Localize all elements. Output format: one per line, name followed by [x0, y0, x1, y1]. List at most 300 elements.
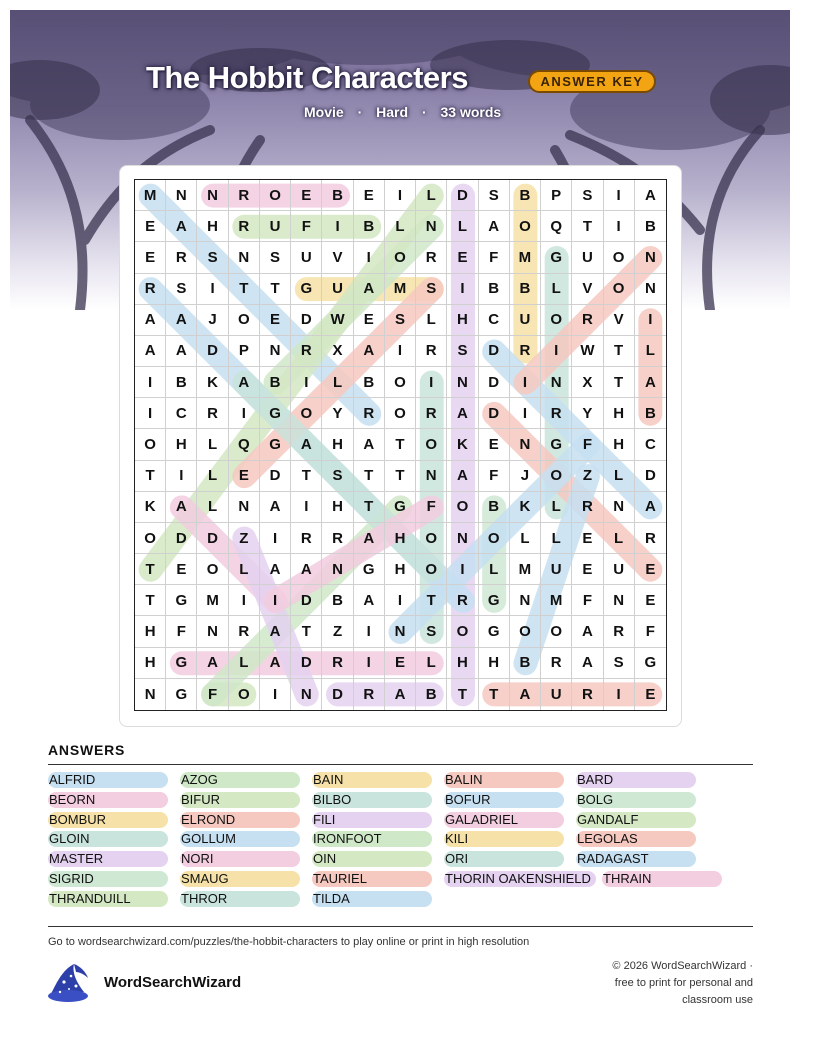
grid-cell: O	[229, 305, 260, 336]
grid-cell: N	[229, 242, 260, 273]
grid-cell: B	[635, 211, 666, 242]
grid-cell: D	[479, 398, 510, 429]
grid-cell: O	[541, 616, 572, 647]
grid-cell: P	[541, 180, 572, 211]
grid-cell: B	[479, 274, 510, 305]
grid-cell: F	[166, 616, 197, 647]
answer-word: LEGOLAS	[576, 831, 696, 847]
grid-cell: L	[541, 274, 572, 305]
grid-cell: A	[354, 336, 385, 367]
grid-cell: O	[197, 554, 228, 585]
grid-cell: G	[354, 554, 385, 585]
answer-list	[48, 772, 768, 912]
grid-cell: C	[166, 398, 197, 429]
grid-cell: Z	[229, 523, 260, 554]
grid-cell: L	[229, 554, 260, 585]
answer-key-badge: ANSWER KEY	[528, 70, 656, 93]
grid-cell: K	[135, 492, 166, 523]
grid-cell: C	[479, 305, 510, 336]
page-title: The Hobbit Characters	[146, 60, 468, 95]
grid-cell: R	[572, 305, 603, 336]
grid-cell: D	[291, 648, 322, 679]
grid-cell: R	[135, 274, 166, 305]
grid-cell: Q	[229, 429, 260, 460]
answer-word: AZOG	[180, 772, 300, 788]
grid-cell: T	[604, 367, 635, 398]
grid-cell: O	[541, 461, 572, 492]
answer-word: GOLLUM	[180, 831, 300, 847]
grid-cell: T	[229, 274, 260, 305]
grid-cell: N	[510, 429, 541, 460]
grid-cell: O	[385, 242, 416, 273]
grid-cell: S	[322, 461, 353, 492]
grid-cell: O	[385, 367, 416, 398]
grid-cell: E	[645, 685, 656, 703]
grid-cell: E	[166, 554, 197, 585]
meta-separator: ·	[357, 104, 363, 120]
grid-cell: S	[572, 180, 603, 211]
grid-cell: H	[385, 523, 416, 554]
grid-cell: M	[510, 554, 541, 585]
grid-cell: N	[416, 461, 447, 492]
grid-cell: F	[635, 616, 666, 647]
answer-word: GANDALF	[576, 812, 696, 828]
answer-word: FILI	[312, 812, 432, 828]
grid-cell: Y	[322, 398, 353, 429]
grid-cell: A	[166, 336, 197, 367]
grid-cell: I	[354, 616, 385, 647]
copyright-line: free to print for personal and	[614, 977, 753, 989]
grid-cell: S	[166, 274, 197, 305]
grid-cell: F	[291, 211, 322, 242]
divider	[48, 764, 753, 765]
grid-cell: R	[229, 616, 260, 647]
grid-cell: A	[354, 274, 385, 305]
grid-cell: E	[135, 211, 166, 242]
grid-cell: E	[635, 554, 666, 585]
grid-cell: T	[385, 461, 416, 492]
grid-cell: S	[416, 274, 447, 305]
answer-word: THRAIN	[602, 871, 722, 887]
grid-cell: T	[135, 585, 166, 616]
grid-cell: A	[354, 429, 385, 460]
grid-cell: O	[135, 523, 166, 554]
grid-cell: I	[541, 336, 572, 367]
grid-cell: I	[385, 585, 416, 616]
grid-cell: A	[354, 585, 385, 616]
grid-cell: B	[322, 180, 353, 211]
grid-cell: S	[385, 305, 416, 336]
grid-cell: T	[479, 679, 510, 710]
grid-cell: A	[260, 554, 291, 585]
grid-cell: G	[166, 585, 197, 616]
grid-cell: E	[135, 242, 166, 273]
grid-cell: C	[635, 429, 666, 460]
grid-cell: U	[322, 274, 353, 305]
grid-cell: N	[322, 554, 353, 585]
grid-cell: L	[416, 648, 447, 679]
grid-cell: G	[541, 242, 572, 273]
grid-cell: F	[197, 679, 228, 710]
grid-cell: U	[572, 242, 603, 273]
grid-cell: Z	[572, 461, 603, 492]
grid-cell: D	[166, 523, 197, 554]
grid-cell: L	[197, 492, 228, 523]
answer-word: SMAUG	[180, 871, 300, 887]
grid-cell: R	[197, 398, 228, 429]
grid-cell: I	[635, 305, 666, 336]
grid-cell: N	[447, 367, 478, 398]
grid-cell: F	[572, 585, 603, 616]
grid-cell: H	[166, 429, 197, 460]
grid-cell: H	[479, 648, 510, 679]
grid-cell: V	[572, 274, 603, 305]
grid-cell: R	[416, 336, 447, 367]
grid-cell: I	[197, 274, 228, 305]
grid-cell: R	[635, 523, 666, 554]
answer-word: TILDA	[312, 891, 432, 907]
grid-cell: B	[354, 367, 385, 398]
grid-cell: F	[416, 492, 447, 523]
grid-cell: I	[229, 585, 260, 616]
grid-cell: J	[510, 461, 541, 492]
grid-cell: L	[197, 429, 228, 460]
grid-cell: O	[510, 211, 541, 242]
grid-cell: I	[229, 398, 260, 429]
answer-word: ALFRID	[48, 772, 168, 788]
grid-cell: I	[385, 336, 416, 367]
grid-cell: L	[197, 461, 228, 492]
answer-word: BILBO	[312, 792, 432, 808]
grid-cell: I	[260, 679, 291, 710]
grid-cell: L	[416, 180, 447, 211]
grid-cell: L	[416, 305, 447, 336]
grid-cell: I	[291, 367, 322, 398]
grid-cell: H	[447, 305, 478, 336]
grid-cell: T	[572, 211, 603, 242]
answer-word: ORI	[444, 851, 564, 867]
grid-cell: R	[416, 398, 447, 429]
grid-cell: R	[510, 336, 541, 367]
grid-cell: S	[604, 648, 635, 679]
answer-word: KILI	[444, 831, 564, 847]
grid-cell: I	[135, 398, 166, 429]
grid-cell: U	[541, 679, 572, 710]
grid-cell: H	[385, 554, 416, 585]
grid-cell: O	[479, 523, 510, 554]
grid-cell: N	[260, 336, 291, 367]
grid-cell: O	[260, 180, 291, 211]
grid-cell: N	[197, 180, 228, 211]
grid-cell: T	[604, 336, 635, 367]
grid-cell: D	[479, 336, 510, 367]
copyright-line: classroom use	[682, 994, 753, 1006]
grid-cell: A	[354, 523, 385, 554]
answer-word: IRONFOOT	[312, 831, 432, 847]
wizard-hat-icon	[46, 962, 92, 1009]
grid-cell: D	[291, 305, 322, 336]
grid-cell: H	[322, 492, 353, 523]
grid-cell: T	[260, 274, 291, 305]
grid-cell: L	[635, 336, 666, 367]
grid-cell: G	[166, 648, 197, 679]
grid-cell: I	[510, 367, 541, 398]
grid-cell: I	[135, 367, 166, 398]
grid-cell: N	[291, 679, 322, 710]
grid-cell: B	[510, 274, 541, 305]
grid-cell: O	[604, 274, 635, 305]
grid-cell: O	[291, 398, 322, 429]
answer-word: BAIN	[312, 772, 432, 788]
grid-cell: A	[572, 616, 603, 647]
grid-cell: H	[322, 429, 353, 460]
grid-cell: R	[322, 523, 353, 554]
grid-cell: R	[572, 679, 603, 710]
grid-cell: V	[322, 242, 353, 273]
grid-cell: M	[385, 274, 416, 305]
grid-cell: O	[385, 398, 416, 429]
grid-cell: G	[541, 429, 572, 460]
grid-cell: E	[354, 180, 385, 211]
grid-cell: L	[447, 211, 478, 242]
grid-cell: U	[604, 554, 635, 585]
brand-name: WordSearchWizard	[104, 974, 242, 991]
grid-cell: I	[260, 585, 291, 616]
grid-cell: I	[354, 242, 385, 273]
grid-cell: H	[604, 429, 635, 460]
grid-cell: R	[354, 398, 385, 429]
grid-cell: N	[166, 180, 197, 211]
grid-cell: S	[197, 242, 228, 273]
meta-category: Movie	[304, 104, 344, 120]
grid-cell: O	[416, 523, 447, 554]
grid-cell: L	[604, 461, 635, 492]
grid-cell: R	[229, 180, 260, 211]
grid-cell: G	[635, 648, 666, 679]
grid-cell: A	[291, 429, 322, 460]
grid-cell: M	[197, 585, 228, 616]
grid-cell: O	[447, 492, 478, 523]
grid-cell: N	[604, 492, 635, 523]
grid-cell: L	[229, 648, 260, 679]
grid-cell: R	[291, 336, 322, 367]
grid-cell: W	[322, 305, 353, 336]
grid-cell: R	[541, 648, 572, 679]
grid-cell: W	[572, 336, 603, 367]
grid-cell: I	[416, 367, 447, 398]
grid-cell: L	[541, 523, 572, 554]
grid-cell: G	[479, 585, 510, 616]
grid-cell: N	[229, 492, 260, 523]
grid-cell: I	[322, 211, 353, 242]
grid-cell: A	[260, 648, 291, 679]
answer-word: MASTER	[48, 851, 168, 867]
grid-cell: K	[447, 429, 478, 460]
grid-cell: D	[479, 367, 510, 398]
grid-cell: T	[354, 492, 385, 523]
answer-word: THROR	[180, 891, 300, 907]
answer-word: THORIN OAKENSHIELD	[444, 871, 596, 887]
grid-cell: G	[291, 274, 322, 305]
grid-cell: A	[447, 398, 478, 429]
grid-cell: O	[510, 616, 541, 647]
grid-cell: Y	[572, 398, 603, 429]
grid-cell: H	[447, 648, 478, 679]
grid-cell: G	[166, 679, 197, 710]
grid-cell: I	[604, 180, 635, 211]
grid-cell: B	[510, 648, 541, 679]
grid-cell: U	[541, 554, 572, 585]
grid-cell: T	[135, 554, 166, 585]
grid-cell: O	[229, 679, 260, 710]
grid-cell: T	[291, 461, 322, 492]
grid-cell: I	[166, 461, 197, 492]
grid-cell: L	[604, 523, 635, 554]
grid-cell: O	[135, 429, 166, 460]
grid-cell: U	[260, 211, 291, 242]
grid-cell: A	[166, 305, 197, 336]
grid-cell: X	[572, 367, 603, 398]
answer-word: BOMBUR	[48, 812, 168, 828]
word-search-grid	[134, 179, 667, 711]
grid-cell: R	[229, 211, 260, 242]
grid-cell: O	[604, 242, 635, 273]
answer-word: BEORN	[48, 792, 168, 808]
grid-cell: G	[479, 616, 510, 647]
grid-cell: D	[197, 336, 228, 367]
grid-cell: S	[447, 336, 478, 367]
grid-cell: R	[447, 585, 478, 616]
grid-cell: U	[510, 305, 541, 336]
meta-separator: ·	[421, 104, 427, 120]
answer-word: GLOIN	[48, 831, 168, 847]
grid-cell: E	[260, 305, 291, 336]
grid-cell: N	[510, 585, 541, 616]
grid-cell: G	[260, 429, 291, 460]
grid-cell: H	[135, 616, 166, 647]
grid-cell: N	[541, 367, 572, 398]
answers-heading: ANSWERS	[48, 742, 126, 758]
answer-word: BARD	[576, 772, 696, 788]
grid-cell: A	[166, 211, 197, 242]
grid-cell: A	[635, 492, 666, 523]
grid-cell: R	[354, 679, 385, 710]
grid-cell: J	[197, 305, 228, 336]
grid-cell: H	[604, 398, 635, 429]
answer-word: NORI	[180, 851, 300, 867]
answer-word: TAURIEL	[312, 871, 432, 887]
grid-cell: S	[416, 616, 447, 647]
answer-word: RADAGAST	[576, 851, 696, 867]
grid-cell: R	[604, 616, 635, 647]
grid-cell: T	[291, 616, 322, 647]
answer-word: BALIN	[444, 772, 564, 788]
grid-cell: Z	[322, 616, 353, 647]
grid-cell: B	[635, 398, 666, 429]
grid-cell: B	[354, 211, 385, 242]
grid-cell: E	[572, 554, 603, 585]
grid-cell: D	[291, 585, 322, 616]
grid-cell: N	[635, 274, 666, 305]
grid-cell: D	[635, 461, 666, 492]
grid-cell: E	[635, 585, 666, 616]
grid-cell: O	[541, 305, 572, 336]
grid-cell: S	[260, 242, 291, 273]
grid-cell: U	[291, 242, 322, 273]
grid-cell: A	[260, 492, 291, 523]
grid-cell: R	[291, 523, 322, 554]
grid-cell: A	[447, 461, 478, 492]
grid-cell: A	[635, 180, 666, 211]
grid-cell: L	[479, 554, 510, 585]
grid-cell: I	[385, 180, 416, 211]
grid-cell: H	[135, 648, 166, 679]
grid-cell: K	[197, 367, 228, 398]
grid-cell: M	[510, 242, 541, 273]
grid-cell: A	[197, 648, 228, 679]
grid-cell: L	[322, 367, 353, 398]
grid-cell: L	[541, 492, 572, 523]
grid-cell: S	[479, 180, 510, 211]
grid-cell: E	[229, 461, 260, 492]
grid-cell: E	[479, 429, 510, 460]
grid-cell: L	[510, 523, 541, 554]
grid-cell: G	[260, 398, 291, 429]
grid-cell: I	[510, 398, 541, 429]
grid-cell: T	[135, 461, 166, 492]
grid-cell: O	[416, 429, 447, 460]
grid-cell: I	[260, 523, 291, 554]
meta-word-count: 33 words	[440, 104, 502, 120]
grid-cell: E	[447, 242, 478, 273]
grid-cell: A	[291, 554, 322, 585]
grid-cell: M	[541, 585, 572, 616]
answer-word: THRANDUILL	[48, 891, 168, 907]
grid-cell: F	[479, 242, 510, 273]
grid-cell: T	[354, 461, 385, 492]
grid-cell: N	[604, 585, 635, 616]
grid-cell: B	[260, 367, 291, 398]
grid-cell: B	[510, 180, 541, 211]
grid-cell: E	[354, 305, 385, 336]
grid-cell: N	[635, 242, 666, 273]
grid-cell: I	[354, 648, 385, 679]
grid-cell: V	[604, 305, 635, 336]
answer-word: ELROND	[180, 812, 300, 828]
grid-cell: N	[135, 679, 166, 710]
grid-cell: B	[166, 367, 197, 398]
grid-cell: F	[479, 461, 510, 492]
grid-cell: N	[385, 616, 416, 647]
grid-cell: R	[541, 398, 572, 429]
grid-cell: D	[322, 679, 353, 710]
grid-cell: N	[197, 616, 228, 647]
letter-cells	[135, 180, 666, 710]
footer-link-text[interactable]: Go to wordsearchwizard.com/puzzles/the-hobbit-characters to play online or print in high resolution	[48, 936, 530, 948]
divider	[48, 926, 753, 927]
grid-cell: X	[322, 336, 353, 367]
grid-cell: L	[385, 211, 416, 242]
grid-cell: B	[322, 585, 353, 616]
grid-cell: A	[260, 616, 291, 647]
grid-cell: A	[635, 367, 666, 398]
grid-cell: R	[166, 242, 197, 273]
grid-cell: I	[447, 554, 478, 585]
grid-cell: H	[197, 211, 228, 242]
grid-cell: P	[229, 336, 260, 367]
grid-cell: B	[479, 492, 510, 523]
grid-cell: I	[447, 274, 478, 305]
